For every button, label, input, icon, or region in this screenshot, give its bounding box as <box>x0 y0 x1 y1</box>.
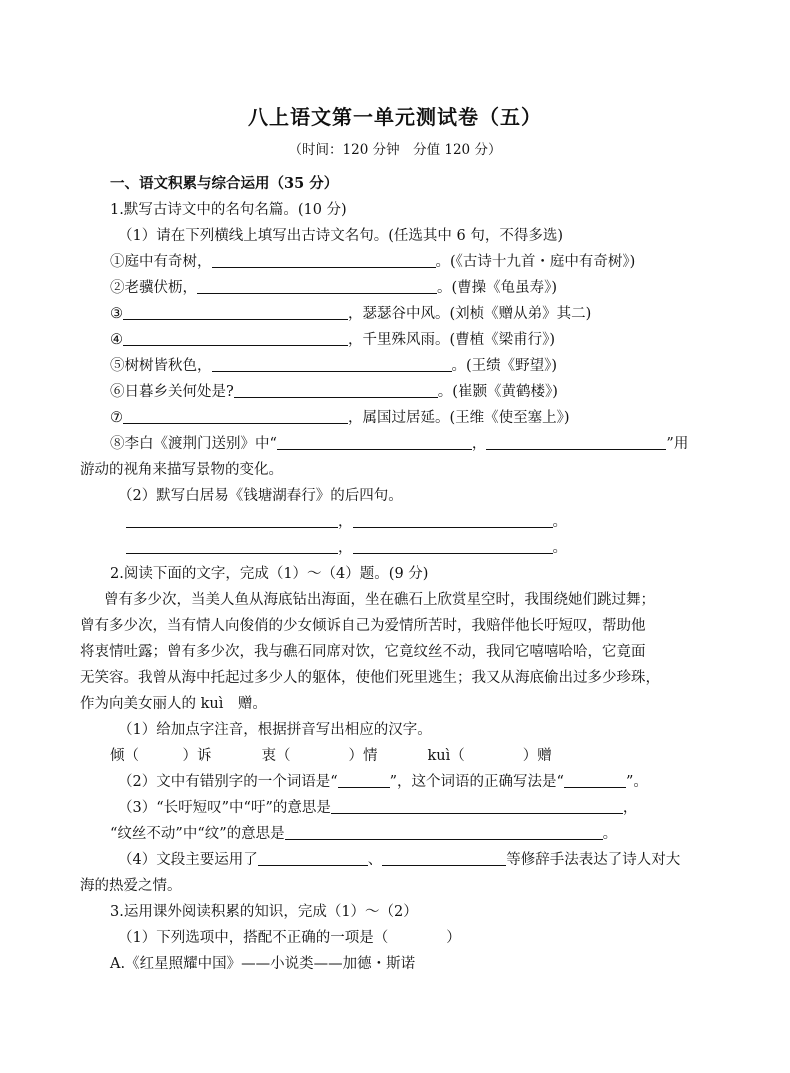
q1-part1-instruction: （1）请在下列横线上填写出古诗文名句。(任选其中 6 句，不得多选) <box>118 228 563 244</box>
q2-sub3-line-1: （3）“长吁短叹”中“吁”的意思是 ， <box>118 800 638 816</box>
q2-passage-line: 曾有多少次，当有情人向俊俏的少女倾诉自己为爱情所苦时，我赔伴他长吁短叹，帮助他 <box>80 618 646 634</box>
q1-line-6: ⑥日暮乡关何处是? 。(崔颢《黄鹤楼》) <box>110 384 558 400</box>
q2-sub3-line-2: “纹丝不动”中“纹”的意思是 。 <box>110 826 618 842</box>
q3-heading: 3.运用课外阅读积累的知识，完成（1）～（2） <box>110 904 418 920</box>
q1-line-2: ②老骥伏枥， 。(曹操《龟虽寿》) <box>110 280 558 296</box>
q2-sub1: （1）给加点字注音，根据拼音写出相应的汉字。 <box>118 722 432 738</box>
q3-option-a[interactable]: A.《红星照耀中国》——小说类——加德・斯诺 <box>110 956 416 972</box>
q1-part2-row-2: ， 。 <box>126 538 790 558</box>
q1-part2-row-1: ， 。 <box>126 512 790 532</box>
answer-blank[interactable] <box>258 850 368 866</box>
q2-pinyin-row <box>110 746 790 766</box>
answer-blank[interactable] <box>564 772 626 788</box>
q1-part2-instruction: （2）默写白居易《钱塘湖春行》的后四句。 <box>118 488 403 504</box>
answer-blank[interactable] <box>338 772 390 788</box>
q2-passage-line: 将衷情吐露；曾有多少次，我与礁石同席对饮，它竟纹丝不动，我同它嘻嘻哈哈，它竟面 <box>80 644 646 660</box>
answer-blank[interactable] <box>123 408 348 424</box>
answer-blank[interactable] <box>353 512 553 528</box>
q2-passage-line: 无笑容。我曾从海中托起过多少人的躯体，使他们死里逃生；我又从海底偷出过多少珍珠， <box>80 670 660 686</box>
q2-sub4-continued: 海的热爱之情。 <box>80 878 182 894</box>
q1-line-8-continued: 游动的视角来描写景物的变化。 <box>80 462 283 478</box>
q2-passage-line: 作为向美女丽人的 kuì 赠。 <box>80 696 267 712</box>
answer-blank[interactable] <box>277 434 472 450</box>
answer-blank[interactable] <box>197 278 437 294</box>
answer-blank[interactable] <box>486 434 666 450</box>
q2-heading: 2.阅读下面的文字，完成（1）～（4）题。(9 分) <box>110 566 429 582</box>
answer-blank[interactable] <box>212 356 452 372</box>
q1-heading: 1.默写古诗文中的名句名篇。(10 分) <box>110 202 347 218</box>
pinyin-item[interactable]: kuì（ ）赠 <box>427 748 552 764</box>
answer-blank[interactable] <box>353 538 553 554</box>
section-1-heading: 一、语文积累与综合运用（35 分） <box>110 175 339 192</box>
q3-sub1: （1）下列选项中，搭配不正确的一项是（ ） <box>118 930 461 946</box>
answer-blank[interactable] <box>123 330 348 346</box>
pinyin-item[interactable]: 倾（ ）诉 <box>110 748 212 764</box>
answer-blank[interactable] <box>382 850 506 866</box>
pinyin-item[interactable]: 衷（ ）情 <box>261 748 378 764</box>
answer-blank[interactable] <box>126 512 338 528</box>
q2-sub2: （2）文中有错别字的一个词语是“ ”，这个词语的正确写法是“ ”。 <box>118 774 648 790</box>
exam-info: （时间：120 分钟 分值 120 分） <box>288 142 502 158</box>
q1-line-1: ①庭中有奇树， 。(《古诗十九首・庭中有奇树》) <box>110 254 636 270</box>
answer-blank[interactable] <box>285 824 603 840</box>
answer-blank[interactable] <box>123 304 348 320</box>
answer-blank[interactable] <box>212 252 436 268</box>
answer-blank[interactable] <box>126 538 338 554</box>
q1-line-5: ⑤树树皆秋色， 。(王绩《野望》) <box>110 358 558 374</box>
q2-passage-line: 曾有多少次，当美人鱼从海底钻出海面，坐在礁石上欣赏星空时，我围绕她们跳过舞； <box>104 592 655 608</box>
q1-line-7: ⑦ ，属国过居延。(王维《使至塞上》) <box>110 410 570 426</box>
q1-line-8: ⑧李白《渡荆门送别》中“ ， ”用 <box>110 436 689 452</box>
q1-line-4: ④ ，千里殊风雨。(曹植《梁甫行》) <box>110 332 556 348</box>
q2-sub4: （4）文段主要运用了 、 等修辞手法表达了诗人对大 <box>118 852 681 868</box>
page-title: 八上语文第一单元测试卷（五） <box>248 105 542 129</box>
answer-blank[interactable] <box>331 798 623 814</box>
answer-blank[interactable] <box>234 382 438 398</box>
q1-line-3: ③ ，瑟瑟谷中风。(刘桢《赠从弟》其二) <box>110 306 592 322</box>
